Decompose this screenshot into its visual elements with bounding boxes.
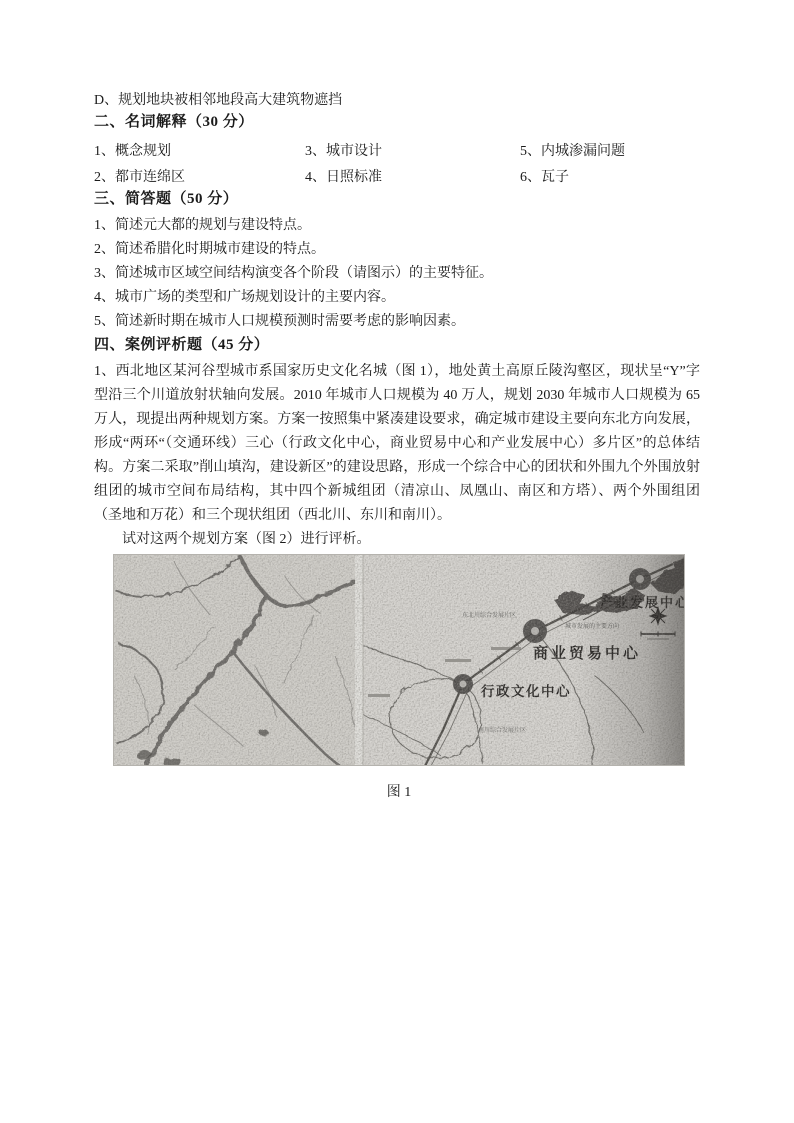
short-answer-item-3: 3、简述城市区域空间结构演变各个阶段（请图示）的主要特征。 xyxy=(94,266,493,281)
short-answer-item-5: 5、简述新时期在城市人口规模预测时需要考虑的影响因素。 xyxy=(94,314,465,329)
short-answer-item-4: 4、城市广场的类型和广场规划设计的主要内容。 xyxy=(94,290,395,305)
glossary-item-5: 5、内城渗漏问题 xyxy=(520,144,625,159)
glossary-item-3: 3、城市设计 xyxy=(305,144,382,159)
case-study-prompt: 试对这两个规划方案（图 2）进行评析。 xyxy=(122,532,371,547)
glossary-section-heading: 二、名词解释（30 分） xyxy=(94,114,254,130)
figure-1-caption: 图 1 xyxy=(386,785,412,800)
photo-edge-shadow xyxy=(573,554,685,766)
short-answer-list xyxy=(94,214,700,334)
option-d-line: D、规划地块被相邻地段高大建筑物遮挡 xyxy=(94,93,343,108)
glossary-item-4: 4、日照标准 xyxy=(305,170,382,185)
glossary-list xyxy=(94,141,700,188)
case-study-section-heading: 四、案例评析题（45 分） xyxy=(94,337,270,353)
case-study-paragraph: 1、西北地区某河谷型城市系国家历史文化名城（图 1），地处黄土高原丘陵沟壑区，现状呈“Y”字型沿三个川道放射状轴向发展。2010 年城市人口规模为 40 万人，规划 2030 年城市人口规模为 65 万人，现提出两种规划方案。方案一按照集中紧凑建设要求，确定城市建设主要向东北方向发展，形成“两环“（交通环线）三心（行政文化中心，商业贸易中心和产业发展中心）多片区”的总体结构。方案二采取”削山填沟，建设新区”的建设思路，形成一个综合中心的团状和外围九个外围放射组团的城市空间布局结构，其中四个新城组团（清凉山、凤凰山、南区和方塔）、两个外围组团（圣地和万花）和三个现状组团（西北川、东川和南川）。 xyxy=(94,364,700,523)
figure-1 xyxy=(113,554,685,801)
figure-1-map-image xyxy=(113,554,685,766)
glossary-item-6: 6、瓦子 xyxy=(520,170,569,185)
glossary-item-1: 1、概念规划 xyxy=(94,144,171,159)
glossary-item-2: 2、都市连绵区 xyxy=(94,170,185,185)
short-answer-item-2: 2、简述希腊化时期城市建设的特点。 xyxy=(94,242,325,257)
short-answer-section-heading: 三、简答题（50 分） xyxy=(94,191,239,207)
short-answer-item-1: 1、简述元大都的规划与建设特点。 xyxy=(94,218,311,233)
